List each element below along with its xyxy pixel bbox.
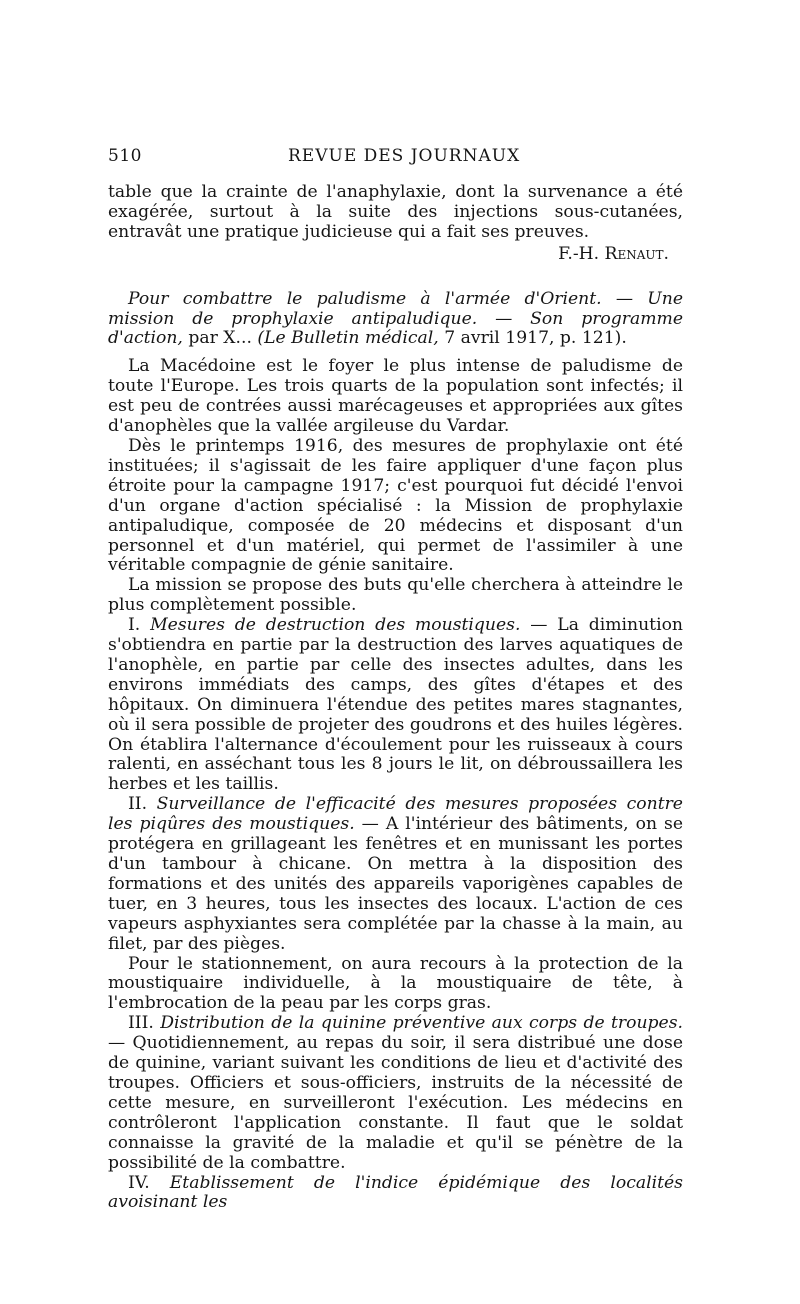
section-text: — Quotidiennement, au repas du soir, il sera distribué une dose de quinine, variant suivant les conditions de lieu et d'activité des troupes. Officiers et sous-officiers, instruits de la nécessité de cette mesure, en surveilleront l'exécution. Les médecins en contrôleront l'application constante. Il faut que le soldat connaisse la gravité de la maladie et qu'il se pénètre de la possibilité de la combattre. <box>108 1033 683 1173</box>
reference-author: X... <box>223 328 252 349</box>
section-title: Mesures de destruction des moustiques. <box>150 615 521 636</box>
paragraph-printemps: Dès le printemps 1916, des mesures de prophylaxie ont été instituées; il s'agissait de les faire appliquer d'une façon plus étroite pour la campagne 1917; c'est pourquoi fut décidé l'envoi d'un organe d'action spécialisé : la Mission de prophylaxie antipaludique, composée de 20 médecins et disposant d'un personnel et d'un matériel, qui permet de l'assimiler à une véritable compagnie de génie sanitaire. <box>108 435 683 576</box>
section-number: III. <box>128 1013 161 1034</box>
reference-date: 7 avril 1917, p. 121). <box>438 328 627 349</box>
reference-by: par <box>182 328 224 349</box>
section-destruction <box>108 616 683 795</box>
paragraph-mission: La mission se propose des buts qu'elle cherchera à atteindre le plus complètement possible. <box>108 575 683 616</box>
section-title: Surveillance de l'efficacité des mesures proposées contre les piqûres des moustiques. <box>108 794 683 835</box>
section-gap <box>108 265 683 290</box>
section-surveillance <box>108 795 683 954</box>
running-title: REVUE DES JOURNAUX <box>288 146 521 166</box>
section-title: Distribution de la quinine préventive aux corps de troupes. <box>160 1013 683 1034</box>
section-quinine <box>108 1014 683 1173</box>
article-reference <box>108 290 683 350</box>
paragraph-stationnement: Pour le stationnement, on aura recours à la protection de la moustiquaire individuelle, à la moustiquaire de tête, à l'embrocation de la peau par les corps gras. <box>108 953 683 1014</box>
section-title: Etablissement de l'indice épidémique des localités avoisinant les <box>108 1172 683 1213</box>
section-number: I. <box>128 615 151 636</box>
section-number: II. <box>128 794 157 815</box>
page-body <box>108 183 683 1213</box>
reference-title: Pour combattre le paludisme à l'armée d'Orient. — Une mission de prophylaxie antipaludique. — Son programme d'action, <box>108 288 683 349</box>
paragraph-macedoine: La Macédoine est le foyer le plus intense de paludisme de toute l'Europe. Les trois quarts de la population sont infectés; il est peu de contrées aussi marécageuses et appropriées aux gîtes d'anophèles que la vallée argileuse du Vardar. <box>108 356 683 437</box>
signature-text: F.-H. Renaut. <box>558 243 669 264</box>
section-indice <box>108 1174 683 1214</box>
page-header <box>108 146 683 170</box>
section-text: — La diminution s'obtiendra en partie par la destruction des larves aquatiques de l'anophèle, en partie par celle des insectes adultes, dans les environs immédiats des camps, des gîtes d'étapes et des hôpitaux. On diminuera l'étendue des petites mares stagnantes, où il sera possible de projeter des goudrons et des huiles légères. On établira l'alternance d'écoulement pour les ruisseaux à cours ralenti, en asséchant tous les 8 jours le lit, on débroussaillera les herbes et les taillis. <box>108 615 684 795</box>
reference-source: (Le Bulletin médical, <box>251 328 439 349</box>
author-signature <box>108 245 683 265</box>
previous-article-tail: table que la crainte de l'anaphylaxie, dont la survenance a été exagérée, surtout à la suite des injections sous-cutanées, entravât une pratique judicieuse qui a fait ses preuves. <box>108 182 683 242</box>
page-number: 510 <box>108 146 142 166</box>
section-number: IV. <box>128 1172 170 1193</box>
section-text: — A l'intérieur des bâtiments, on se protégera en grillageant les fenêtres et en munissant les portes d'un tambour à chicane. On mettra à la disposition des formations et des unités des appareils vaporigènes capables de tuer, en 3 heures, tous les insectes des locaux. L'action de ces vapeurs asphyxiantes sera complétée par la chasse à la main, au filet, par des pièges. <box>108 814 683 954</box>
